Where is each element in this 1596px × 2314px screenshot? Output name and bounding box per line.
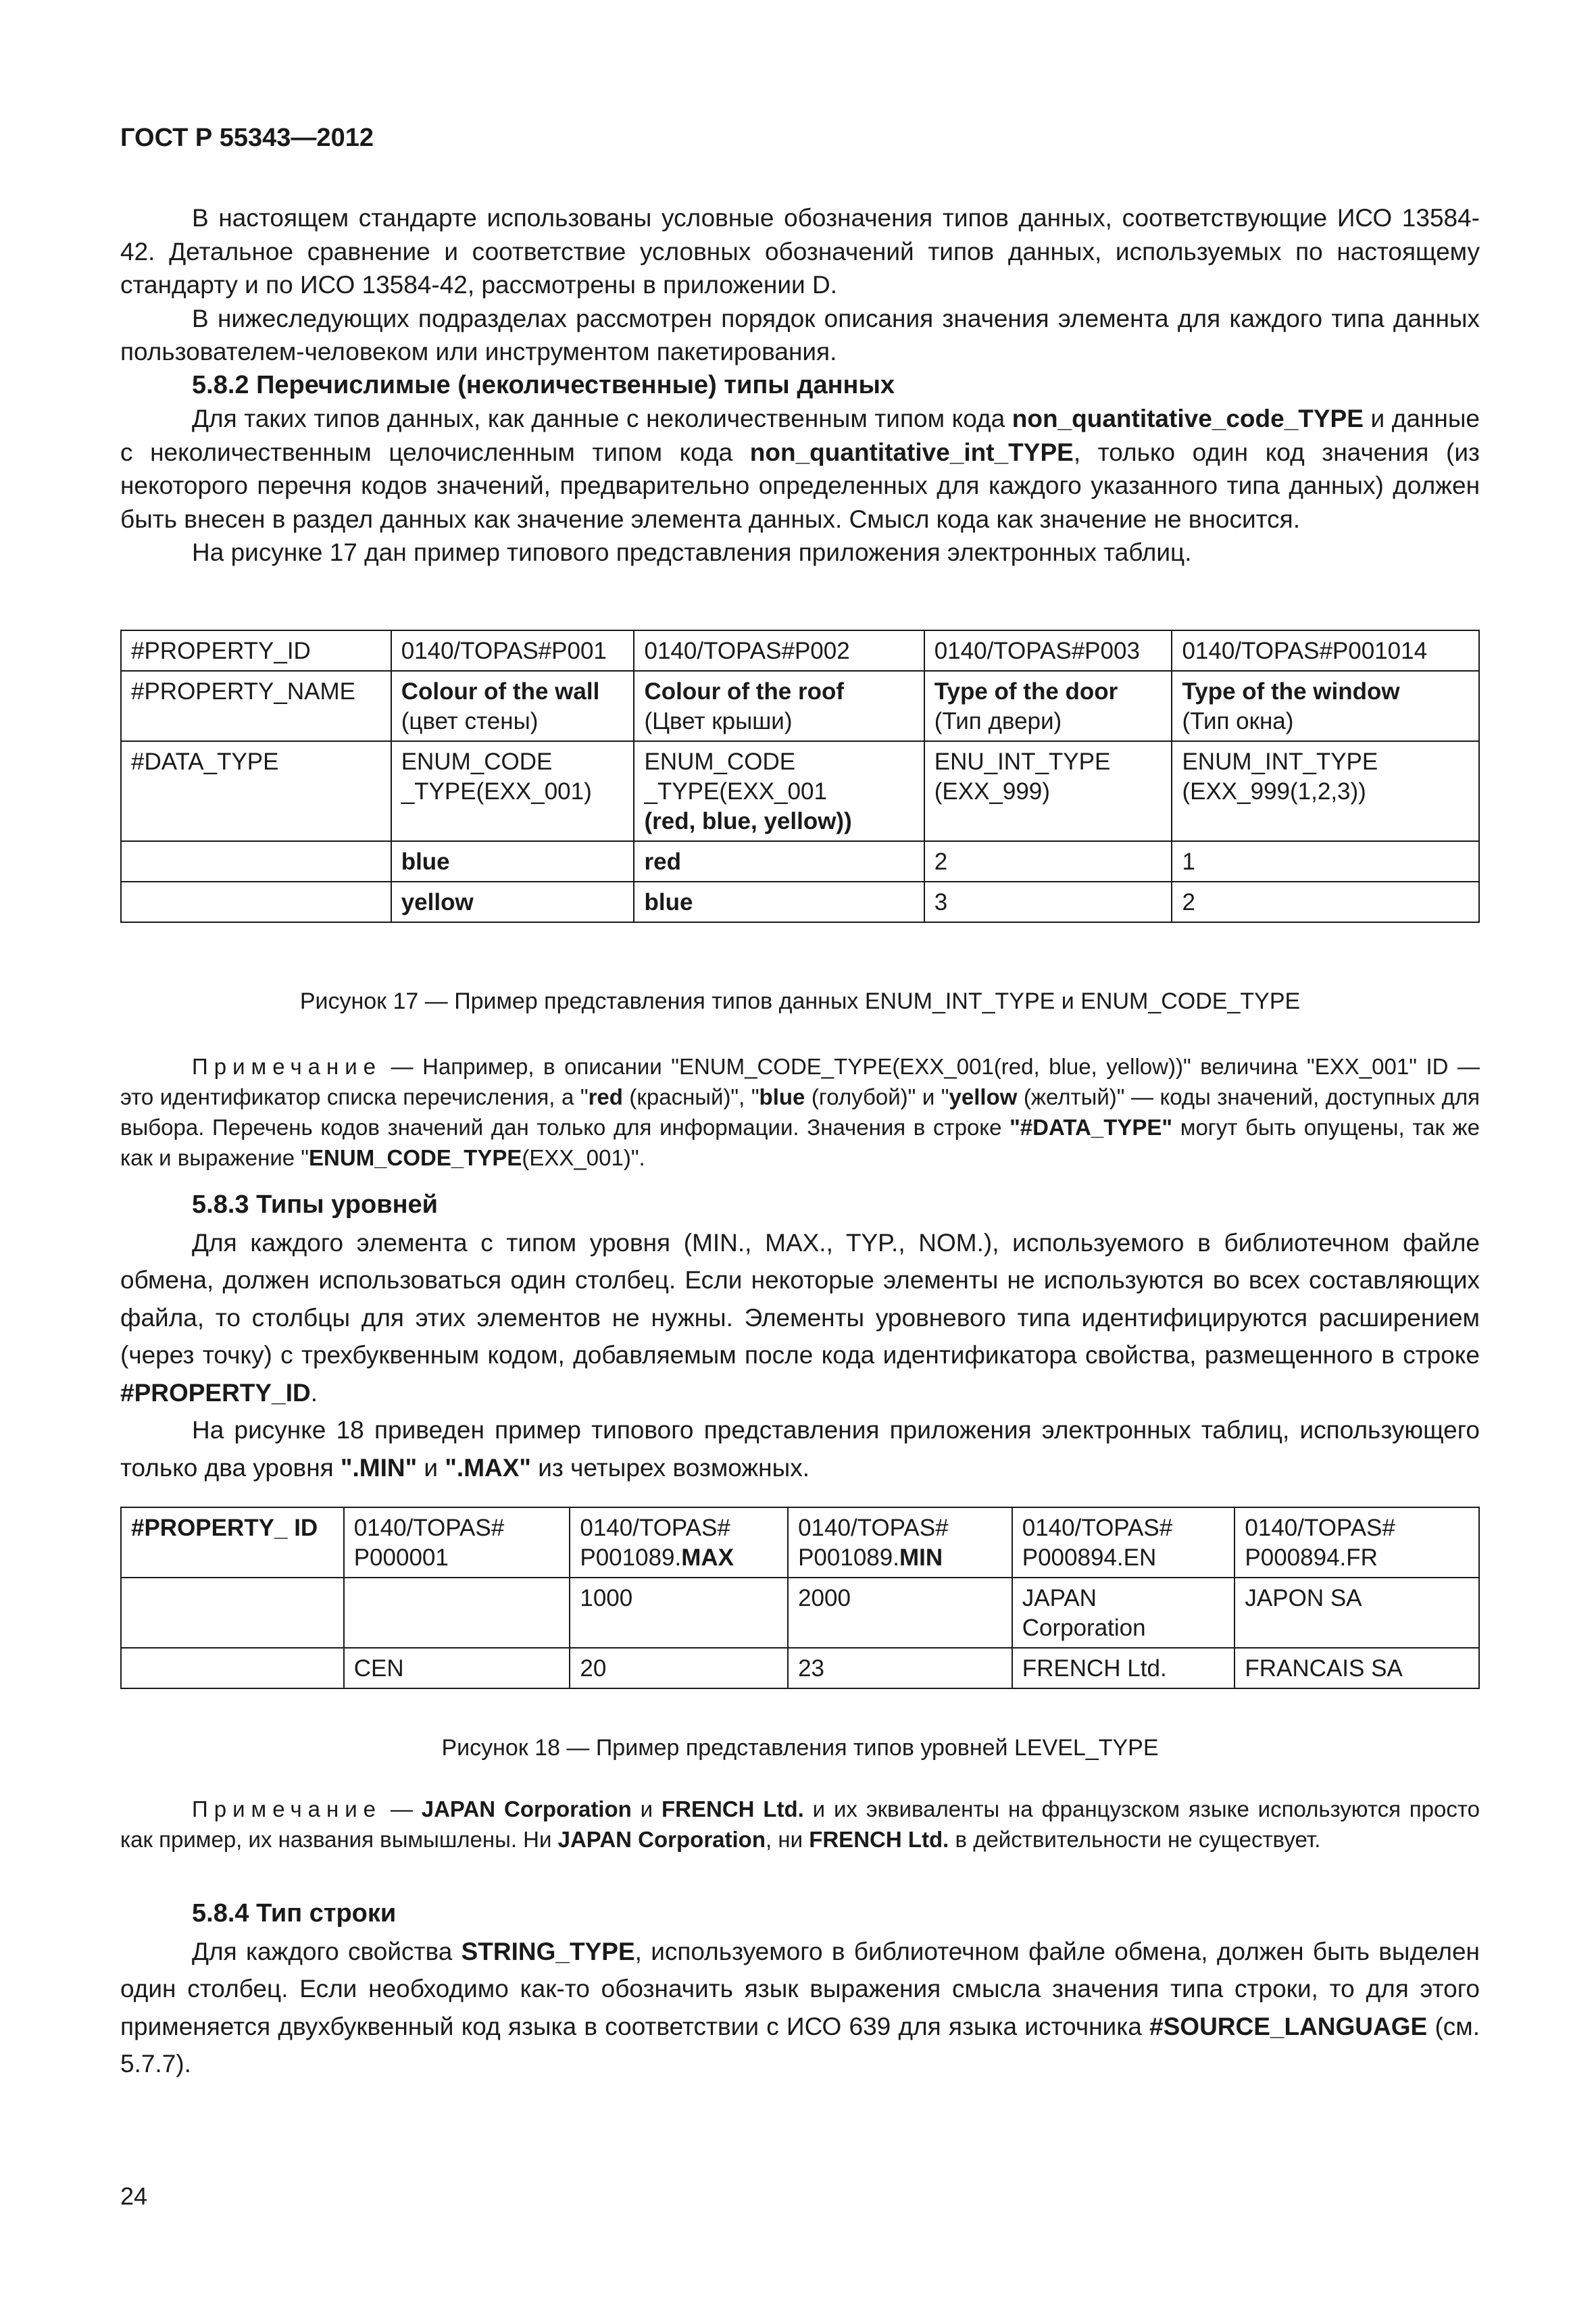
table-cell: Colour of the roof (Цвет крыши)	[634, 671, 924, 741]
section-5-8-2-paragraph-2: На рисунке 17 дан пример типового представления приложения электронных таблиц.	[192, 538, 1192, 566]
table-cell: 2	[1172, 882, 1479, 922]
table-cell: 0140/TOPAS#P003	[924, 630, 1172, 671]
table-cell: ENU_INT_TYPE (EXX_999)	[924, 741, 1172, 841]
table-cell: ENUM_CODE _TYPE(EXX_001 (red, blue, yellow))	[634, 741, 924, 841]
note-1: Примечание — Например, в описании "ENUM_CODE_TYPE(EXX_001(red, blue, yellow))" величина "EXX_001" ID — это идентификатор списка перечисления, а "red (красный)", "blue (голубой)" и "yellow (желтый)" — коды значений, доступных для выбора. Перечень кодов значений дан только для информации. Значения в строке "#DATA_TYPE" могут быть опущены, так же как и выражение "ENUM_CODE_TYPE(EXX_001)".	[120, 1054, 1480, 1170]
table-cell: 3	[924, 882, 1172, 922]
table-row	[121, 671, 1479, 741]
table-cell: 0140/TOPAS#P001014	[1172, 630, 1479, 671]
table-cell: 0140/TOPAS# P001089.MIN	[788, 1507, 1012, 1578]
section-5-8-2-paragraph-1: Для таких типов данных, как данные с неколичественным типом кода non_quantitative_code_TYPE и данные с неколичественным целочисленным типом кода non_quantitative_int_TYPE, только один код значения (из некоторого перечня кодов значений, предварительно определенных для каждого указанного типа данных) должен быть внесен в раздел данных как значение элемента данных. Смысл кода как значение не вносится.	[120, 405, 1480, 533]
table-cell: 0140/TOPAS# P001089.MAX	[570, 1507, 788, 1578]
table-cell: 2	[924, 841, 1172, 882]
table-cell	[121, 882, 391, 922]
section-5-8-3-paragraph-1: Для каждого элемента с типом уровня (MIN., MAX., TYP., NOM.), используемого в библиотечном файле обмена, должен использоваться один столбец. Если некоторые элементы не используются во всех составляющих файла, то столбцы для этих элементов не нужны. Элементы уровневого типа идентифицируются расширением (через точку) с трехбуквенным кодом, добавляемым после кода идентификатора свойства, размещенного в строке #PROPERTY_ID.	[120, 1228, 1480, 1407]
table-row	[121, 882, 1479, 922]
table-cell: 0140/TOPAS# P000894.FR	[1235, 1507, 1479, 1578]
section-5-8-4	[120, 1895, 1480, 2083]
section-5-8-3-paragraph-2: На рисунке 18 приведен пример типового представления приложения электронных таблиц, использующего только два уровня ".MIN" и ".MAX" из четырех возможных.	[120, 1416, 1480, 1482]
section-5-8-3	[120, 1186, 1480, 1486]
table-cell: 1	[1172, 841, 1479, 882]
table-cell	[121, 1648, 344, 1688]
table-cell: Type of the window (Тип окна)	[1172, 671, 1479, 741]
page-number: 24	[120, 2182, 148, 2210]
section-5-8-3-heading: 5.8.3 Типы уровней	[192, 1190, 439, 1219]
figure-17-caption: Рисунок 17 — Пример представления типов данных ENUM_INT_TYPE и ENUM_CODE_TYPE	[299, 988, 1301, 1014]
table-cell: #DATA_TYPE	[121, 741, 391, 841]
section-5-8-4-paragraph-1: Для каждого свойства STRING_TYPE, используемого в библиотечном файле обмена, должен быть выделен один столбец. Если необходимо как-то обозначить язык выражения смысла значения типа строки, то для этого применяется двухбуквенный код языка в соответствии с ИСО 639 для языка источника #SOURCE_LANGUAGE (см. 5.7.7).	[120, 1937, 1480, 2078]
table-cell: #PROPERTY_NAME	[121, 671, 391, 741]
table-cell: 1000	[570, 1578, 788, 1648]
table-cell: 0140/TOPAS# P000894.EN	[1012, 1507, 1235, 1578]
table-cell: FRANCAIS SA	[1235, 1648, 1479, 1688]
table-cell: FRENCH Ltd.	[1012, 1648, 1235, 1688]
table-cell: blue	[391, 841, 634, 882]
table-cell: 0140/TOPAS# P000001	[344, 1507, 570, 1578]
table-row	[121, 841, 1479, 882]
table-cell: ENUM_CODE _TYPE(EXX_001)	[391, 741, 634, 841]
table-row	[121, 1578, 1479, 1648]
table-cell: 0140/TOPAS#P001	[391, 630, 634, 671]
table-cell	[344, 1578, 570, 1648]
table-row	[121, 1648, 1479, 1688]
table-row	[121, 630, 1479, 671]
table-cell: yellow	[391, 882, 634, 922]
section-5-8-2-heading: 5.8.2 Перечислимые (неколичественные) типы данных	[192, 370, 895, 399]
intro-section	[120, 201, 1480, 570]
table-cell: #PROPERTY_ID	[121, 630, 391, 671]
intro-paragraph-2: В нижеследующих подразделах рассмотрен порядок описания значения элемента для каждого типа данных пользователем-человеком или инструментом пакетирования.	[120, 304, 1480, 366]
figure-18-caption: Рисунок 18 — Пример представления типов уровней LEVEL_TYPE	[441, 1735, 1159, 1761]
table-cell: 23	[788, 1648, 1012, 1688]
figure-18-table	[120, 1507, 1480, 1689]
table-cell: ENUM_INT_TYPE (EXX_999(1,2,3))	[1172, 741, 1479, 841]
table-cell: #PROPERTY_ ID	[121, 1507, 344, 1578]
table-cell: CEN	[344, 1648, 570, 1688]
section-5-8-4-heading: 5.8.4 Тип строки	[192, 1899, 397, 1928]
intro-paragraph-1: В настоящем стандарте использованы условные обозначения типов данных, соответствующие ИСО 13584-42. Детальное сравнение и соответствие условных обозначений типов данных, используемых по настоящему стандарту и по ИСО 13584-42, рассмотрены в приложении D.	[120, 204, 1480, 299]
table-cell: 2000	[788, 1578, 1012, 1648]
table-cell: Type of the door (Тип двери)	[924, 671, 1172, 741]
table-cell	[121, 841, 391, 882]
table-cell: Colour of the wall (цвет стены)	[391, 671, 634, 741]
table-cell: JAPON SA	[1235, 1578, 1479, 1648]
note-2: Примечание — JAPAN Corporation и FRENCH Ltd. и их эквиваленты на французском языке используются просто как пример, их названия вымышлены. Ни JAPAN Corporation, ни FRENCH Ltd. в действительности не существует.	[120, 1796, 1480, 1852]
table-cell: JAPAN Corporation	[1012, 1578, 1235, 1648]
table-cell: red	[634, 841, 924, 882]
table-row	[121, 1507, 1479, 1578]
table-cell: 20	[570, 1648, 788, 1688]
table-cell: blue	[634, 882, 924, 922]
table-cell	[121, 1578, 344, 1648]
table-cell: 0140/TOPAS#P002	[634, 630, 924, 671]
document-header: ГОСТ Р 55343—2012	[120, 124, 374, 152]
figure-17-table	[120, 630, 1480, 923]
table-row	[121, 741, 1479, 841]
